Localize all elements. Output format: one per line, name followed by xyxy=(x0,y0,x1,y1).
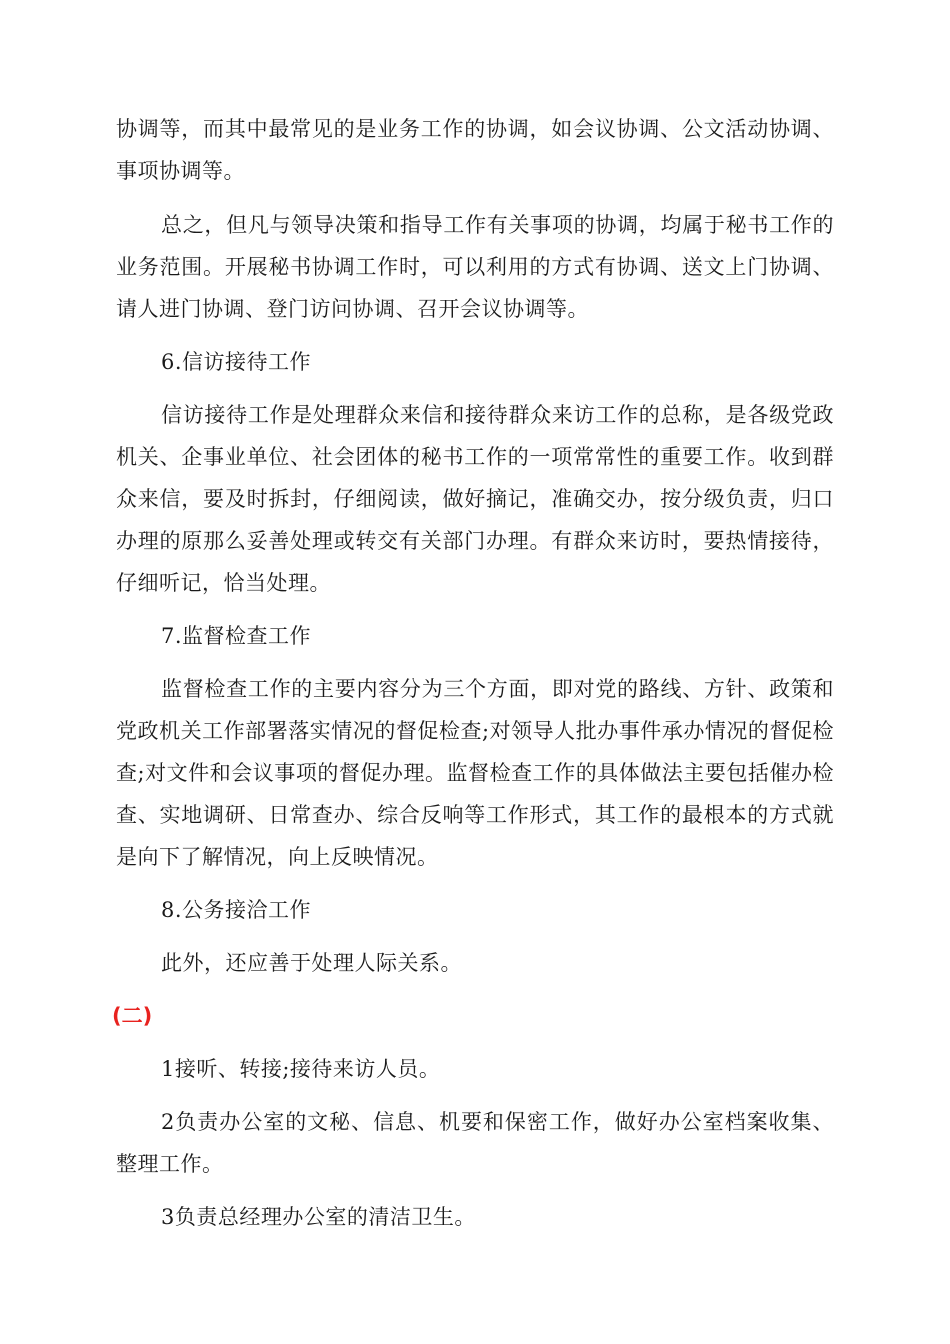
paragraph-coordination-continued: 协调等，而其中最常见的是业务工作的协调，如会议协调、公文活动协调、事项协调等。 xyxy=(116,117,834,183)
section-two-marker: (二) xyxy=(112,1004,153,1028)
paragraph-coordination-summary: 总之，但凡与领导决策和指导工作有关事项的协调，均属于秘书工作的业务范围。开展秘书协调工作时，可以利用的方式有协调、送文上门协调、请人进门协调、登门访问协调、召开会议协调等。 xyxy=(116,213,834,321)
heading-supervision-inspection: 7.监督检查工作 xyxy=(161,624,312,648)
paragraph-interpersonal: 此外，还应善于处理人际关系。 xyxy=(161,951,462,975)
heading-official-liaison: 8.公务接洽工作 xyxy=(161,898,312,922)
heading-petition-reception: 6.信访接待工作 xyxy=(161,350,312,374)
paragraph-supervision-inspection: 监督检查工作的主要内容分为三个方面，即对党的路线、方针、政策和党政机关工作部署落实情况的督促检查;对领导人批办事件承办情况的督促检查;对文件和会议事项的督促办理。监督检查工作的具体做法主要包括催办检查、实地调研、日常查办、综合反响等工作形式，其工作的最根本的方式就是向下了解情况，向上反映情况。 xyxy=(116,677,834,869)
document-body xyxy=(112,108,834,1238)
list-item-2: 2负责办公室的文秘、信息、机要和保密工作，做好办公室档案收集、整理工作。 xyxy=(116,1110,834,1176)
list-item-1: 1接听、转接;接待来访人员。 xyxy=(161,1057,441,1081)
paragraph-petition-reception: 信访接待工作是处理群众来信和接待群众来访工作的总称，是各级党政机关、企事业单位、社会团体的秘书工作的一项常常性的重要工作。收到群众来信，要及时拆封，仔细阅读，做好摘记，准确交办，按分级负责，归口办理的原那么妥善处理或转交有关部门办理。有群众来访时，要热情接待，仔细听记，恰当处理。 xyxy=(116,403,834,595)
list-item-3: 3负责总经理办公室的清洁卫生。 xyxy=(161,1205,476,1229)
